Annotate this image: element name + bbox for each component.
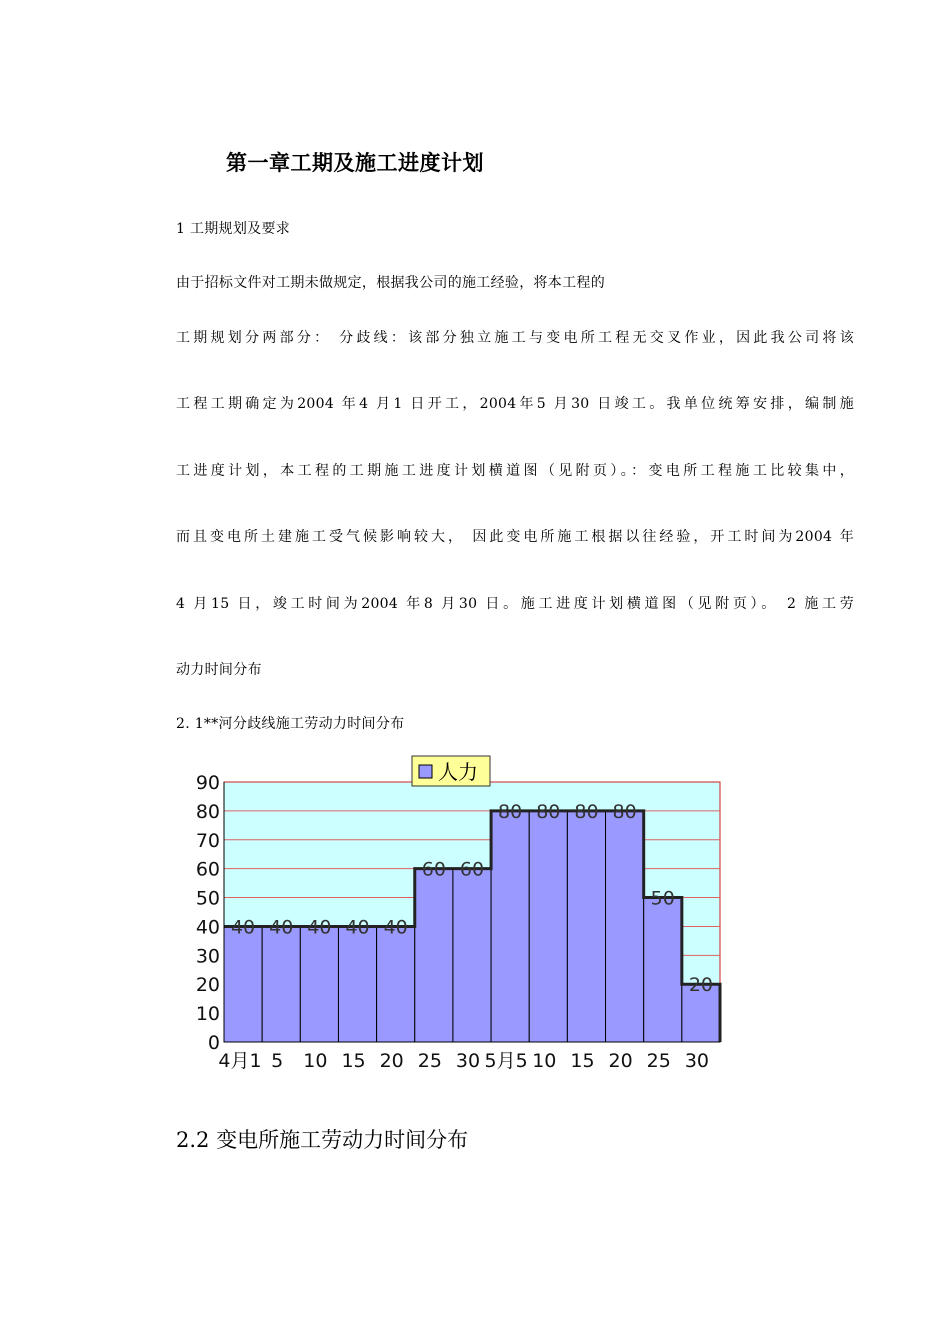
x-tick-label: 15	[341, 1050, 366, 1072]
data-label: 50	[650, 887, 675, 910]
data-label: 40	[383, 916, 408, 939]
bar	[491, 811, 529, 1042]
labor-distribution-chart	[190, 752, 740, 1082]
section-2-2-heading: 2.2 变电所施工劳动力时间分布	[176, 1128, 469, 1152]
paragraph-line: 工程工期确定为2004 年4 月1 日开工，2004年5 月30 日竣工。我单位统筹安排，编制施	[176, 396, 854, 412]
y-tick-label: 20	[195, 974, 220, 997]
y-tick-label: 10	[195, 1003, 220, 1026]
data-label: 40	[307, 916, 332, 939]
x-tick-label: 5	[271, 1050, 284, 1072]
y-tick-label: 60	[195, 858, 220, 881]
bar	[377, 926, 415, 1042]
paragraph-line: 动力时间分布	[176, 662, 262, 678]
data-label: 80	[536, 800, 561, 823]
x-tick-label: 30	[455, 1050, 481, 1072]
data-label: 20	[688, 974, 714, 997]
y-tick-label: 80	[195, 800, 220, 823]
y-tick-label: 50	[195, 887, 220, 910]
paragraph-line: 工进度计划，本工程的工期施工进度计划横道图（见附页）。：变电所工程施工比较集中，	[176, 463, 854, 479]
bar	[567, 811, 605, 1042]
x-tick-label: 30	[684, 1050, 710, 1072]
x-tick-label: 20	[379, 1050, 404, 1072]
bar	[529, 811, 567, 1042]
data-label: 40	[345, 916, 370, 939]
x-tick-label: 20	[608, 1050, 633, 1072]
x-tick-label: 5月5	[484, 1050, 528, 1072]
section-2-1-heading: 2. 1**河分歧线施工劳动力时间分布	[176, 716, 405, 732]
paragraph-line: 而且变电所土建施工受气候影响较大， 因此变电所施工根据以往经验，开工时间为2004 年	[176, 529, 854, 545]
legend-swatch	[419, 765, 432, 778]
bar	[224, 926, 262, 1042]
data-label: 40	[230, 916, 256, 939]
bar	[415, 869, 453, 1042]
x-tick-label: 10	[303, 1050, 328, 1072]
bar	[338, 926, 376, 1042]
x-tick-label: 25	[417, 1050, 442, 1072]
section-1-heading: 1 工期规划及要求	[176, 221, 291, 237]
x-tick-label: 4月1	[218, 1050, 262, 1072]
bar	[453, 869, 491, 1042]
bar	[606, 811, 644, 1042]
data-label: 60	[421, 858, 446, 881]
paragraph-line: 4 月15 日，竣工时间为2004 年8 月30 日。施工进度计划横道图（见附页）。 2 施工劳	[176, 596, 854, 612]
y-tick-label: 90	[195, 772, 220, 794]
legend-label: 人力	[438, 760, 478, 784]
data-label: 40	[269, 916, 294, 939]
chapter-title: 第一章工期及施工进度计划	[226, 150, 484, 175]
data-label: 80	[574, 800, 599, 823]
data-label: 60	[459, 858, 485, 881]
bar	[300, 926, 338, 1042]
y-tick-label: 70	[195, 829, 220, 852]
x-tick-label: 25	[646, 1050, 671, 1072]
bar	[262, 926, 300, 1042]
paragraph-line: 由于招标文件对工期未做规定，根据我公司的施工经验，将本工程的	[176, 275, 605, 291]
x-tick-label: 15	[570, 1050, 595, 1072]
y-tick-label: 40	[195, 916, 220, 939]
x-tick-label: 10	[532, 1050, 557, 1072]
data-label: 80	[498, 800, 523, 823]
y-tick-label: 0	[207, 1032, 220, 1054]
bar	[644, 898, 682, 1042]
data-label: 80	[612, 800, 637, 823]
paragraph-line: 工期规划分两部分： 分歧线：该部分独立施工与变电所工程无交叉作业，因此我公司将该	[176, 330, 854, 346]
y-tick-label: 30	[195, 945, 220, 968]
